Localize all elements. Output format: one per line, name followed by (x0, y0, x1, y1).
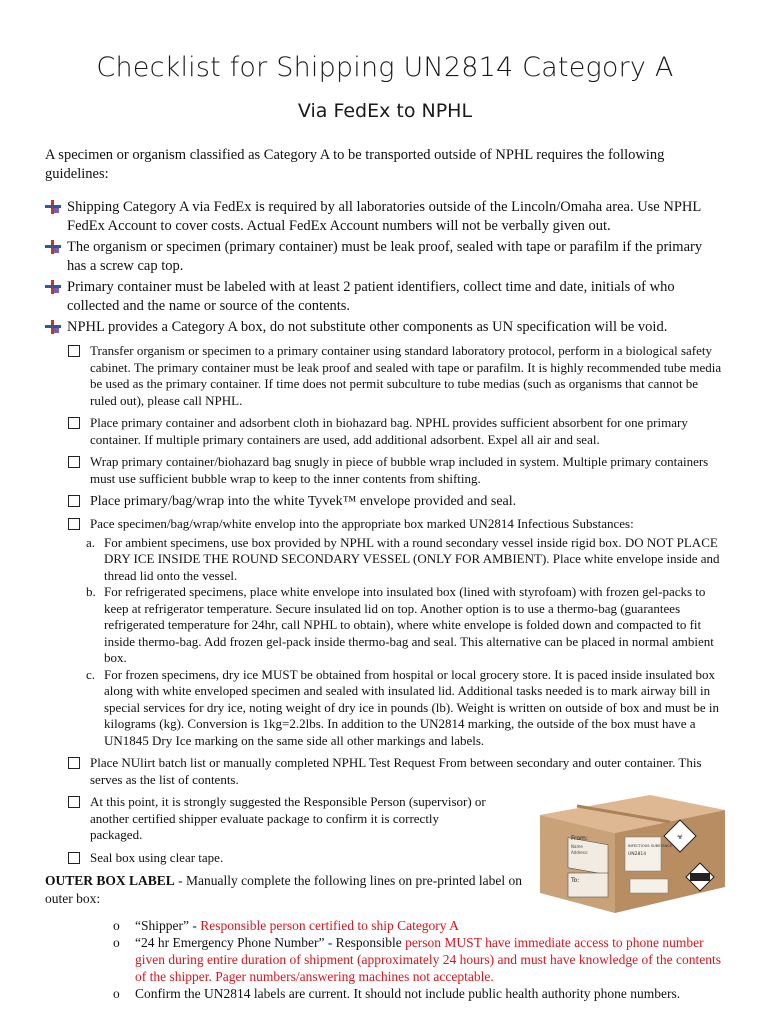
outer-item-text: “Shipper” - (135, 918, 201, 933)
shipping-box-illustration (530, 775, 730, 915)
sublist-item (86, 584, 728, 667)
checklist-item (68, 493, 728, 510)
box-from-label: From: (571, 835, 588, 842)
guideline-item (45, 238, 715, 276)
checkbox[interactable] (68, 456, 80, 468)
guideline-text: Shipping Category A via FedEx is required by all laboratories outside of the Lincoln/Omaha area. Use NPHL FedEx Account to cover costs. Actual FedEx Account numbers will not be verbally given out. (67, 199, 701, 234)
flag-bullet-icon (45, 280, 61, 294)
checklist-text: Transfer organism or specimen to a primary container using standard laboratory protocol, perform in a biological safety cabinet. The primary container must be leak proof and sealed with tape or parafilm. It is highly recommended tube media be used as the primary container. If time does not permit subculture to tube medias (such as organisms that cannot be ruled out), please call NPHL. (90, 343, 722, 408)
flag-bullet-icon (45, 240, 61, 254)
sublist-label: a. (86, 534, 96, 550)
outer-bullet: o (113, 986, 120, 1001)
page-subtitle: Via FedEx to NPHL (297, 100, 473, 122)
outer-bullet: o (113, 918, 120, 933)
outer-box-heading: OUTER BOX LABEL (45, 873, 175, 888)
flag-bullet-icon (45, 200, 61, 214)
checklist-item (68, 794, 490, 844)
sublist-label: b. (86, 584, 96, 599)
box-infectious-label: INFECTIOUS SUBSTANCE (628, 844, 673, 848)
guideline-item (45, 278, 715, 316)
outer-box-list (113, 917, 733, 1002)
checkbox[interactable] (68, 345, 80, 357)
checklist-item (68, 454, 728, 487)
guideline-text: The organism or specimen (primary container) must be leak proof, sealed with tape or parafilm if the primary has a screw cap top. (67, 239, 703, 274)
checklist-text: Place primary container and adsorbent cloth in biohazard bag. NPHL provides sufficient absorbent for one primary container. If multiple primary containers are used, add additional adsorbent. Expel all air and seal. (90, 415, 688, 447)
outer-item-text: “24 hr Emergency Phone Number” - Responsible (135, 935, 406, 950)
sublist-label: c. (86, 666, 96, 682)
flag-bullet-icon (45, 320, 61, 334)
checklist-item (68, 516, 728, 533)
sublist-item (86, 667, 728, 750)
box-address-label: Address: (571, 850, 589, 855)
box-to-label: To: (571, 877, 580, 884)
checkbox[interactable] (68, 417, 80, 429)
checklist-text: Place primary/bag/wrap into the white Tyvek™ envelope provided and seal. (90, 494, 517, 509)
box-un-label: UN2814 (628, 852, 647, 857)
checklist-item (68, 343, 728, 409)
outer-item-highlight: Responsible person certified to ship Category A (200, 918, 459, 933)
packaging-sublist (86, 535, 728, 750)
biohazard-icon: ☣ (676, 833, 684, 841)
checkbox[interactable] (68, 495, 80, 507)
outer-box-item (113, 934, 733, 985)
outer-box-item (113, 917, 733, 934)
guideline-item (45, 318, 715, 337)
intro-paragraph: A specimen or organism classified as Category A to be transported outside of NPHL requires the following guidelines: (45, 147, 665, 182)
page-title: Checklist for Shipping UN2814 Category A (96, 52, 674, 83)
checklist-item (68, 415, 728, 448)
checkbox[interactable] (68, 518, 80, 530)
guideline-text: NPHL provides a Category A box, do not substitute other components as UN specification will be void. (67, 319, 668, 335)
checklist-text: Wrap primary container/biohazard bag snugly in piece of bubble wrap included in system. Multiple primary containers must use sufficient bubble wrap to keep to the inner contents from shifting. (90, 454, 709, 486)
guideline-list (45, 198, 715, 339)
sublist-text: For frozen specimens, dry ice MUST be obtained from hospital or local grocery store. It is paced inside insulated box along with white enveloped specimen and sealed with insulated lid. Additional tasks needed is to mark airway bill in special services for dry ice, noting weight of dry ice in pounds (lb). Weight is written on outside of box and must be in kilograms (kg). Conversion is 1kg=2.2lbs. In addition to the UN2814 marking, the outside of the box must have a UN1845 Dry Ice marking on the same side all other markings and labels. (104, 666, 720, 748)
sublist-text: For ambient specimens, use box provided by NPHL with a round secondary vessel inside rigid box. DO NOT PLACE DRY ICE INSIDE THE ROUND SECONDARY VESSEL (ONLY FOR AMBIENT). Place white envelope inside and thread lid onto the vessel. (104, 534, 720, 583)
checklist-text: At this point, it is strongly suggested the Responsible Person (supervisor) or another certified shipper evaluate package to confirm it is correctly packaged. (90, 794, 486, 842)
checklist-text: Place NUlirt batch list or manually completed NPHL Test Request From between secondary and outer container. This serves as the list of contents. (90, 755, 702, 787)
outer-item-text: Confirm the UN2814 labels are current. It should not include public health authority phone numbers. (135, 986, 681, 1001)
box-name-label: Name (571, 844, 583, 849)
outer-box-text: - Manually complete the following lines on pre-printed label on outer box: (45, 873, 522, 906)
checklist-text: Pace specimen/bag/wrap/white envelop into the appropriate box marked UN2814 Infectious Substances: (90, 516, 634, 531)
sublist-item (86, 535, 728, 585)
outer-box-item (113, 985, 733, 1002)
sublist-text: For refrigerated specimens, place white envelope into insulated box (lined with styrofoam) with frozen gel-packs to keep at refrigerator temperature. Secure insulated lid on top. Another option is to use a thermo-bag (guarantees refrigerated temperature for 24hr, call NPHL to obtain), where white envelope is folded down and compacted to fit inside thermo-bag. Add frozen gel-pack inside thermo-bag and seal. This alternative can be placed in normal ambient box. (104, 584, 714, 665)
outer-box-label-section (45, 872, 525, 907)
guideline-text: Primary container must be labeled with at least 2 patient identifiers, collect time and date, initials of who collected and the name or source of the contents. (67, 279, 675, 314)
checkbox[interactable] (68, 757, 80, 769)
checkbox[interactable] (68, 852, 80, 864)
checkbox[interactable] (68, 796, 80, 808)
guideline-item (45, 198, 715, 236)
checklist-text: Seal box using clear tape. (90, 849, 224, 865)
outer-bullet: o (113, 935, 120, 950)
outer-item-highlight: person MUST have immediate access to phone number given during entire duration of shipment (approximately 24 hours) and must have knowledge of the contents of the shipper. Pager numbers/answering machines not acceptable. (135, 935, 721, 984)
